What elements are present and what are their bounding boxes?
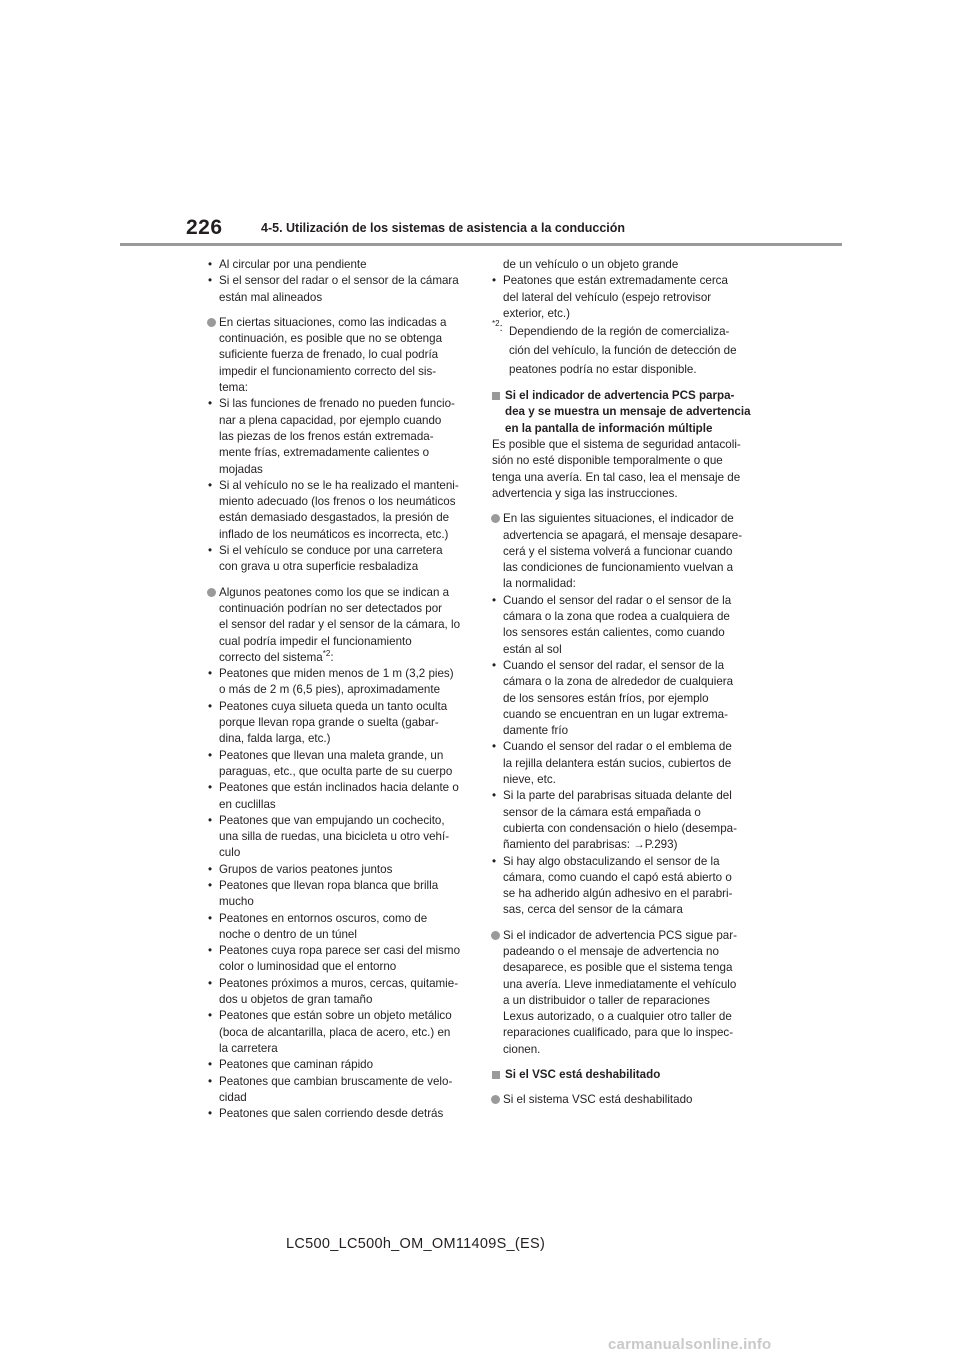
- bullet-text: Cuando el sensor del radar o el emblema de: [503, 740, 732, 754]
- bullet-item: [492, 739, 758, 755]
- bullet-dot: •: [208, 1107, 213, 1121]
- text-line: exterior, etc.): [503, 306, 571, 320]
- bullet-dot: •: [208, 748, 213, 762]
- paragraph-line: tenga una avería. En tal caso, lea el mensaje de: [492, 470, 741, 484]
- text-line: cuando se encuentran en un lugar extrema-: [503, 707, 728, 721]
- bullet-text: Grupos de varios peatones juntos: [219, 862, 393, 876]
- text-line: [208, 650, 480, 666]
- bullet-dot: •: [492, 274, 497, 288]
- bullet-item: [208, 396, 480, 412]
- text-line: en cuclillas: [219, 797, 276, 811]
- bullet-dot: •: [208, 397, 213, 411]
- bullet-item: [208, 1106, 480, 1122]
- bullet-text: Si el sensor del radar o el sensor de la cámara: [219, 274, 459, 288]
- bullet-text: Si hay algo obstaculizando el sensor de la: [503, 854, 720, 868]
- footnote-colon: :: [499, 322, 503, 335]
- bullet-text: Peatones cuya ropa parece ser casi del mismo: [219, 944, 461, 958]
- subsection-heading-line: en la pantalla de información múltiple: [505, 421, 713, 435]
- bullet-dot: •: [492, 740, 497, 754]
- circle-bullet-icon: [491, 514, 500, 523]
- text-line: advertencia se apagará, el mensaje desapare-: [503, 528, 743, 542]
- watermark-link[interactable]: carmanualsonline.info: [608, 1336, 772, 1353]
- text-line: dos u objetos de gran tamaño: [219, 993, 373, 1007]
- bullet-dot: •: [208, 699, 213, 713]
- text-line-suffix: :: [330, 650, 334, 664]
- circle-bullet-item: [492, 928, 758, 944]
- text-line: sensor de la cámara está empañada o: [503, 805, 701, 819]
- text-line: están mal alineados: [219, 290, 323, 304]
- bullet-text: Peatones en entornos oscuros, como de: [219, 911, 428, 925]
- text-line: cidad: [219, 1090, 247, 1104]
- bullet-item: [208, 699, 480, 715]
- text-line: ñamiento del parabrisas: →P.293): [503, 838, 678, 852]
- text-line: sas, cerca del sensor de la cámara: [503, 903, 683, 917]
- text-line: cerá y el sistema volverá a funcionar cuando: [503, 544, 733, 558]
- bullet-dot: •: [208, 911, 213, 925]
- text-line: del lateral del vehículo (espejo retrovisor: [503, 290, 712, 304]
- bullet-dot: •: [208, 813, 213, 827]
- text-line: las piezas de los frenos están extremada-: [219, 429, 434, 443]
- text-line: inflado de los neumáticos es incorrecta, etc.): [219, 527, 449, 541]
- footnote-text: Dependiendo de la región de comercializa-: [509, 325, 730, 339]
- bullet-item: [208, 666, 480, 682]
- spacer: [492, 1083, 758, 1092]
- bullet-item: [492, 854, 758, 870]
- text-line: reparaciones cualificado, para que lo inspec-: [503, 1026, 734, 1040]
- bullet-dot: •: [208, 478, 213, 492]
- bullet-text: Cuando el sensor del radar, el sensor de la: [503, 658, 725, 672]
- text-line: se ha adherido algún adhesivo en el parabri-: [503, 887, 733, 901]
- circle-bullet-item: [492, 1092, 758, 1108]
- bullet-item: [208, 1074, 480, 1090]
- circle-bullet-icon: [491, 1095, 500, 1104]
- bullet-text: Si al vehículo no se le ha realizado el manteni-: [219, 478, 459, 492]
- text-line: cámara o la zona de alrededor de cualquiera: [503, 675, 734, 689]
- text-line: nieve, etc.: [503, 773, 556, 787]
- text-line: una silla de ruedas, una bicicleta u otro vehí-: [219, 830, 450, 844]
- header-rule: [120, 243, 842, 246]
- bullet-dot: •: [492, 789, 497, 803]
- bullet-item: [208, 543, 480, 559]
- bullet-dot: •: [208, 1009, 213, 1023]
- circle-bullet-item: [208, 315, 480, 331]
- text-line: color o luminosidad que el entorno: [219, 960, 397, 974]
- text-line-body: correcto del sistema: [219, 650, 323, 664]
- bullet-item: [208, 976, 480, 992]
- bullet-text: Al circular por una pendiente: [219, 258, 367, 271]
- square-bullet-icon: [492, 392, 500, 400]
- circle-bullet-text: Si el indicador de advertencia PCS sigue par-: [503, 928, 737, 942]
- paragraph-line: Es posible que el sistema de seguridad antacoli-: [492, 438, 741, 452]
- text-line: el sensor del radar y el sensor de la cámara, lo: [219, 618, 461, 632]
- bullet-dot: •: [208, 1058, 213, 1072]
- circle-bullet-text: Algunos peatones como los que se indican a: [219, 585, 450, 599]
- bullet-item: [208, 273, 480, 289]
- bullet-text: Si el vehículo se conduce por una carretera: [219, 544, 443, 558]
- footnote: [492, 319, 758, 341]
- circle-bullet-icon: [491, 931, 500, 940]
- text-line: mojadas: [219, 462, 263, 476]
- bullet-item: [208, 862, 480, 878]
- text-line: cámara, como cuando el capó está abierto o: [503, 870, 732, 884]
- spacer: [492, 502, 758, 511]
- bullet-item: [208, 780, 480, 796]
- bullet-item: [208, 1008, 480, 1024]
- bullet-dot: •: [208, 781, 213, 795]
- circle-bullet-text: En las siguientes situaciones, el indicador de: [503, 512, 734, 526]
- circle-bullet-text: En ciertas situaciones, como las indicadas a: [219, 315, 447, 329]
- bullet-text: Cuando el sensor del radar o el sensor de la: [503, 593, 732, 607]
- bullet-text: Peatones que cambian bruscamente de velo-: [219, 1074, 453, 1088]
- section-title: 4-5. Utilización de los sistemas de asistencia a la conducción: [261, 221, 626, 235]
- bullet-text: Si las funciones de frenado no pueden funcio-: [219, 397, 455, 411]
- subsection-heading-line: dea y se muestra un mensaje de advertencia: [505, 405, 751, 419]
- paragraph-line: advertencia y siga las instrucciones.: [492, 486, 678, 500]
- text-line: dina, falda larga, etc.): [219, 732, 331, 746]
- footnote-marker-sup: *2: [492, 319, 500, 329]
- text-line: cionen.: [503, 1042, 541, 1056]
- spacer: [492, 919, 758, 928]
- bullet-item: [492, 593, 758, 609]
- text-line: damente frío: [503, 724, 569, 738]
- text-line: Lexus autorizado, o a cualquier otro taller de: [503, 1010, 732, 1024]
- bullet-item: [208, 1057, 480, 1073]
- bullet-item: [492, 273, 758, 289]
- text-line: noche o dentro de un túnel: [219, 927, 357, 941]
- text-line: están al sol: [503, 642, 562, 656]
- bullet-text: Peatones que caminan rápido: [219, 1058, 374, 1072]
- text-line: la carretera: [219, 1041, 278, 1055]
- text-line: cámara o la zona que rodea a cualquiera de: [503, 610, 730, 624]
- footnote-marker: [492, 319, 503, 338]
- text-line: suficiente fuerza de frenado, lo cual podría: [219, 348, 439, 362]
- circle-bullet-icon: [207, 588, 216, 597]
- bullet-text: Peatones que van empujando un cochecito,: [219, 813, 445, 827]
- text-line: culo: [219, 846, 241, 860]
- text-line: padeando o el mensaje de advertencia no: [503, 944, 719, 958]
- text-line: de un vehículo o un objeto grande: [503, 258, 679, 271]
- bullet-dot: •: [208, 667, 213, 681]
- text-line: con grava u otra superficie resbaladiza: [219, 560, 419, 574]
- text-line: (boca de alcantarilla, placa de acero, etc.) en: [219, 1025, 451, 1039]
- text-line: o más de 2 m (6,5 pies), aproximadamente: [219, 683, 441, 697]
- text-line: cubierta con condensación o hielo (desempa-: [503, 821, 737, 835]
- bullet-text: Peatones que miden menos de 1 m (3,2 pies): [219, 667, 454, 681]
- bullet-dot: •: [208, 258, 213, 271]
- bullet-item: [208, 943, 480, 959]
- bullet-text: Peatones próximos a muros, cercas, quitamie-: [219, 976, 459, 990]
- bullet-dot: •: [208, 862, 213, 876]
- bullet-dot: •: [208, 544, 213, 558]
- text-line: una avería. Lleve inmediatamente el vehículo: [503, 977, 737, 991]
- footnote-reference: *2: [322, 648, 331, 658]
- bullet-item: [208, 478, 480, 494]
- paragraph-line: sión no esté disponible temporalmente o que: [492, 454, 723, 468]
- bullet-item: [208, 911, 480, 927]
- bullet-text: Peatones cuya silueta queda un tanto oculta: [219, 699, 448, 713]
- text-line: de los sensores están fríos, por ejemplo: [503, 691, 709, 705]
- text-line: a un distribuidor o taller de reparaciones: [503, 993, 710, 1007]
- manual-code: LC500_LC500h_OM_OM11409S_(ES): [286, 1236, 546, 1252]
- bullet-text: Peatones que están sobre un objeto metálico: [219, 1009, 452, 1023]
- bullet-text: Si la parte del parabrisas situada delante del: [503, 789, 732, 803]
- bullet-text: Peatones que están extremadamente cerca: [503, 274, 728, 288]
- left-column: [208, 257, 480, 1122]
- bullet-item: [208, 813, 480, 829]
- text-line: la rejilla delantera están sucios, cubiertos de: [503, 756, 732, 770]
- bullet-dot: •: [208, 878, 213, 892]
- right-column: [492, 257, 758, 1109]
- text-line: mente frías, extremadamente calientes o: [219, 446, 430, 460]
- circle-bullet-item: [492, 511, 758, 527]
- bullet-text: Peatones que salen corriendo desde detrás: [219, 1107, 444, 1121]
- spacer: [492, 379, 758, 388]
- footnote-line: peatones podría no estar disponible.: [509, 363, 697, 377]
- bullet-item: [208, 748, 480, 764]
- circle-bullet-text: Si el sistema VSC está deshabilitado: [503, 1093, 693, 1107]
- footnote-line: ción del vehículo, la función de detección de: [509, 344, 737, 358]
- text-line: continuación, es posible que no se obtenga: [219, 332, 443, 346]
- bullet-item: [208, 257, 480, 273]
- text-line: impedir el funcionamiento correcto del sis-: [219, 364, 437, 378]
- text-line: están demasiado desgastados, la presión de: [219, 511, 450, 525]
- text-line: la normalidad:: [503, 577, 576, 591]
- text-line: paraguas, etc., que oculta parte de su cuerpo: [219, 764, 453, 778]
- text-line: cual podría impedir el funcionamiento: [219, 634, 412, 648]
- bullet-dot: •: [208, 976, 213, 990]
- text-line: los sensores están calientes, como cuando: [503, 626, 725, 640]
- circle-bullet-item: [208, 585, 480, 601]
- bullet-dot: •: [492, 658, 497, 672]
- bullet-dot: •: [492, 854, 497, 868]
- subsection-heading: [492, 388, 758, 404]
- bullet-item: [492, 658, 758, 674]
- spacer: [492, 1058, 758, 1067]
- bullet-text: Peatones que llevan una maleta grande, un: [219, 748, 444, 762]
- circle-bullet-icon: [207, 318, 216, 327]
- text-line: las condiciones de funcionamiento vuelvan a: [503, 561, 734, 575]
- bullet-item: [208, 878, 480, 894]
- text-line: miento adecuado (los frenos o los neumáticos: [219, 495, 456, 509]
- subsection-heading: [492, 1067, 758, 1083]
- subsection-heading-text: Si el indicador de advertencia PCS parpa-: [505, 389, 735, 403]
- bullet-dot: •: [208, 274, 213, 288]
- bullet-dot: •: [492, 593, 497, 607]
- text-line: tema:: [219, 381, 248, 395]
- subsection-heading-text: Si el VSC está deshabilitado: [505, 1068, 661, 1082]
- text-line: desaparece, es posible que el sistema tenga: [503, 961, 733, 975]
- square-bullet-icon: [492, 1071, 500, 1079]
- text-line: continuación podrían no ser detectados por: [219, 601, 443, 615]
- text-line: mucho: [219, 895, 254, 909]
- text-line: nar a plena capacidad, por ejemplo cuando: [219, 413, 442, 427]
- bullet-text: Peatones que llevan ropa blanca que brilla: [219, 878, 439, 892]
- page-number: 226: [186, 216, 223, 239]
- spacer: [208, 576, 480, 585]
- spacer: [208, 306, 480, 315]
- bullet-text: Peatones que están inclinados hacia delante o: [219, 781, 459, 795]
- bullet-dot: •: [208, 944, 213, 958]
- bullet-dot: •: [208, 1074, 213, 1088]
- bullet-item: [492, 788, 758, 804]
- text-line: porque llevan ropa grande o suelta (gabar-: [219, 716, 439, 730]
